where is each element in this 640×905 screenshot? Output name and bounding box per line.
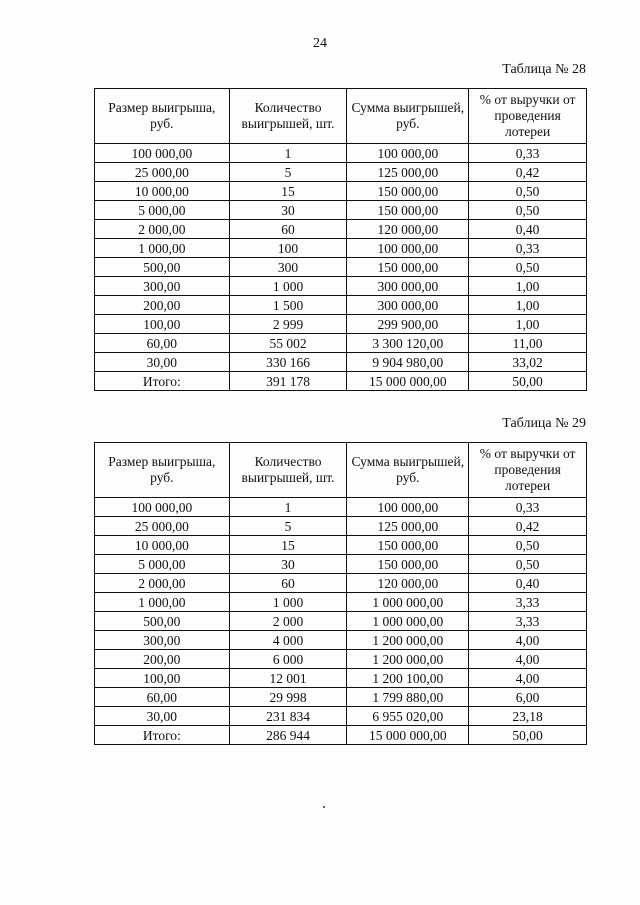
cell-prize-amount: 300,00 bbox=[95, 277, 230, 296]
cell-revenue-percent: 0,42 bbox=[469, 163, 587, 182]
cell-prize-count: 60 bbox=[229, 574, 347, 593]
header-prize-amount: Размер выигрыша, руб. bbox=[95, 89, 230, 144]
cell-prize-sum: 150 000,00 bbox=[347, 536, 469, 555]
header-prize-sum: Сумма выигрышей, руб. bbox=[347, 89, 469, 144]
cell-prize-sum: 150 000,00 bbox=[347, 182, 469, 201]
cell-revenue-percent: 0,50 bbox=[469, 258, 587, 277]
cell-prize-sum: 3 300 120,00 bbox=[347, 334, 469, 353]
cell-revenue-percent: 50,00 bbox=[469, 372, 587, 391]
cell-prize-count: 30 bbox=[229, 555, 347, 574]
cell-prize-sum: 1 799 880,00 bbox=[347, 688, 469, 707]
cell-revenue-percent: 4,00 bbox=[469, 631, 587, 650]
cell-prize-sum: 150 000,00 bbox=[347, 555, 469, 574]
table-total-row bbox=[95, 372, 587, 391]
cell-prize-sum: 15 000 000,00 bbox=[347, 372, 469, 391]
table-row bbox=[95, 163, 587, 182]
table-row bbox=[95, 353, 587, 372]
cell-prize-count: 330 166 bbox=[229, 353, 347, 372]
cell-revenue-percent: 0,33 bbox=[469, 239, 587, 258]
table-29 bbox=[94, 442, 587, 745]
table-total-row bbox=[95, 726, 587, 745]
table-row bbox=[95, 555, 587, 574]
table-row bbox=[95, 612, 587, 631]
cell-prize-count: 5 bbox=[229, 517, 347, 536]
cell-revenue-percent: 0,33 bbox=[469, 144, 587, 163]
table-row bbox=[95, 688, 587, 707]
header-revenue-percent: % от выручки от проведения лотереи bbox=[469, 443, 587, 498]
scan-speck bbox=[323, 806, 325, 808]
cell-prize-amount: 200,00 bbox=[95, 650, 230, 669]
table-28-caption: Таблица № 28 bbox=[502, 62, 586, 77]
cell-prize-sum: 6 955 020,00 bbox=[347, 707, 469, 726]
cell-prize-amount: 30,00 bbox=[95, 353, 230, 372]
cell-revenue-percent: 1,00 bbox=[469, 296, 587, 315]
table-row bbox=[95, 593, 587, 612]
cell-revenue-percent: 4,00 bbox=[469, 650, 587, 669]
cell-prize-count: 60 bbox=[229, 220, 347, 239]
page-number: 24 bbox=[313, 36, 327, 51]
table-row bbox=[95, 296, 587, 315]
cell-prize-count: 1 bbox=[229, 144, 347, 163]
cell-prize-amount: 1 000,00 bbox=[95, 239, 230, 258]
cell-revenue-percent: 3,33 bbox=[469, 612, 587, 631]
cell-prize-amount: 300,00 bbox=[95, 631, 230, 650]
table-28-body bbox=[95, 144, 587, 391]
cell-prize-count: 286 944 bbox=[229, 726, 347, 745]
cell-prize-count: 1 000 bbox=[229, 593, 347, 612]
cell-prize-sum: 100 000,00 bbox=[347, 239, 469, 258]
cell-revenue-percent: 1,00 bbox=[469, 315, 587, 334]
cell-prize-amount: 25 000,00 bbox=[95, 517, 230, 536]
cell-revenue-percent: 0,40 bbox=[469, 574, 587, 593]
cell-revenue-percent: 0,50 bbox=[469, 555, 587, 574]
cell-prize-sum: 300 000,00 bbox=[347, 277, 469, 296]
table-row bbox=[95, 239, 587, 258]
table-row bbox=[95, 315, 587, 334]
table-row bbox=[95, 707, 587, 726]
cell-prize-count: 15 bbox=[229, 536, 347, 555]
table-row bbox=[95, 334, 587, 353]
cell-revenue-percent: 6,00 bbox=[469, 688, 587, 707]
cell-prize-amount: 60,00 bbox=[95, 334, 230, 353]
cell-prize-count: 231 834 bbox=[229, 707, 347, 726]
cell-revenue-percent: 0,33 bbox=[469, 498, 587, 517]
cell-prize-count: 5 bbox=[229, 163, 347, 182]
cell-revenue-percent: 11,00 bbox=[469, 334, 587, 353]
cell-prize-sum: 9 904 980,00 bbox=[347, 353, 469, 372]
cell-prize-amount: Итого: bbox=[95, 726, 230, 745]
cell-prize-sum: 299 900,00 bbox=[347, 315, 469, 334]
cell-prize-count: 29 998 bbox=[229, 688, 347, 707]
cell-prize-sum: 1 200 100,00 bbox=[347, 669, 469, 688]
header-prize-sum: Сумма выигрышей, руб. bbox=[347, 443, 469, 498]
table-29-caption: Таблица № 29 bbox=[502, 416, 586, 431]
cell-prize-amount: 25 000,00 bbox=[95, 163, 230, 182]
cell-prize-amount: 5 000,00 bbox=[95, 555, 230, 574]
cell-prize-sum: 1 200 000,00 bbox=[347, 631, 469, 650]
cell-prize-amount: 10 000,00 bbox=[95, 536, 230, 555]
cell-prize-sum: 120 000,00 bbox=[347, 220, 469, 239]
cell-prize-count: 2 999 bbox=[229, 315, 347, 334]
cell-prize-sum: 150 000,00 bbox=[347, 258, 469, 277]
table-row bbox=[95, 498, 587, 517]
cell-prize-amount: 5 000,00 bbox=[95, 201, 230, 220]
table-row bbox=[95, 669, 587, 688]
cell-revenue-percent: 1,00 bbox=[469, 277, 587, 296]
cell-prize-sum: 120 000,00 bbox=[347, 574, 469, 593]
cell-prize-amount: 100 000,00 bbox=[95, 498, 230, 517]
cell-revenue-percent: 3,33 bbox=[469, 593, 587, 612]
cell-prize-amount: 10 000,00 bbox=[95, 182, 230, 201]
cell-prize-count: 391 178 bbox=[229, 372, 347, 391]
cell-prize-sum: 150 000,00 bbox=[347, 201, 469, 220]
cell-prize-count: 30 bbox=[229, 201, 347, 220]
cell-prize-count: 4 000 bbox=[229, 631, 347, 650]
table-29-body bbox=[95, 498, 587, 745]
cell-prize-amount: 2 000,00 bbox=[95, 574, 230, 593]
cell-revenue-percent: 0,42 bbox=[469, 517, 587, 536]
cell-revenue-percent: 0,50 bbox=[469, 201, 587, 220]
header-prize-count: Количество выигрышей, шт. bbox=[229, 89, 347, 144]
table-row bbox=[95, 182, 587, 201]
header-prize-amount: Размер выигрыша, руб. bbox=[95, 443, 230, 498]
table-row bbox=[95, 277, 587, 296]
cell-revenue-percent: 23,18 bbox=[469, 707, 587, 726]
header-prize-count: Количество выигрышей, шт. bbox=[229, 443, 347, 498]
cell-prize-count: 2 000 bbox=[229, 612, 347, 631]
cell-prize-amount: 60,00 bbox=[95, 688, 230, 707]
cell-prize-count: 300 bbox=[229, 258, 347, 277]
table-row bbox=[95, 631, 587, 650]
table-row bbox=[95, 144, 587, 163]
table-row bbox=[95, 201, 587, 220]
cell-prize-amount: 100 000,00 bbox=[95, 144, 230, 163]
cell-prize-sum: 125 000,00 bbox=[347, 517, 469, 536]
cell-prize-sum: 15 000 000,00 bbox=[347, 726, 469, 745]
table-row bbox=[95, 258, 587, 277]
cell-prize-count: 1 000 bbox=[229, 277, 347, 296]
cell-prize-sum: 125 000,00 bbox=[347, 163, 469, 182]
header-revenue-percent: % от выручки от проведения лотереи bbox=[469, 89, 587, 144]
cell-revenue-percent: 4,00 bbox=[469, 669, 587, 688]
cell-prize-sum: 100 000,00 bbox=[347, 498, 469, 517]
cell-prize-amount: 1 000,00 bbox=[95, 593, 230, 612]
cell-prize-sum: 1 000 000,00 bbox=[347, 612, 469, 631]
cell-prize-amount: Итого: bbox=[95, 372, 230, 391]
cell-revenue-percent: 0,50 bbox=[469, 536, 587, 555]
cell-prize-amount: 30,00 bbox=[95, 707, 230, 726]
cell-prize-amount: 200,00 bbox=[95, 296, 230, 315]
table-header-row bbox=[95, 89, 587, 144]
cell-prize-sum: 1 200 000,00 bbox=[347, 650, 469, 669]
table-28 bbox=[94, 88, 587, 391]
cell-revenue-percent: 0,40 bbox=[469, 220, 587, 239]
cell-prize-count: 1 500 bbox=[229, 296, 347, 315]
cell-prize-amount: 2 000,00 bbox=[95, 220, 230, 239]
cell-prize-count: 6 000 bbox=[229, 650, 347, 669]
table-row bbox=[95, 574, 587, 593]
cell-prize-count: 15 bbox=[229, 182, 347, 201]
cell-prize-count: 1 bbox=[229, 498, 347, 517]
table-header-row bbox=[95, 443, 587, 498]
cell-prize-amount: 500,00 bbox=[95, 258, 230, 277]
cell-revenue-percent: 50,00 bbox=[469, 726, 587, 745]
cell-prize-count: 55 002 bbox=[229, 334, 347, 353]
cell-prize-count: 100 bbox=[229, 239, 347, 258]
table-row bbox=[95, 220, 587, 239]
table-row bbox=[95, 517, 587, 536]
cell-revenue-percent: 0,50 bbox=[469, 182, 587, 201]
cell-prize-sum: 300 000,00 bbox=[347, 296, 469, 315]
cell-prize-amount: 100,00 bbox=[95, 669, 230, 688]
cell-prize-sum: 100 000,00 bbox=[347, 144, 469, 163]
table-row bbox=[95, 650, 587, 669]
cell-prize-amount: 500,00 bbox=[95, 612, 230, 631]
cell-revenue-percent: 33,02 bbox=[469, 353, 587, 372]
table-row bbox=[95, 536, 587, 555]
cell-prize-count: 12 001 bbox=[229, 669, 347, 688]
cell-prize-sum: 1 000 000,00 bbox=[347, 593, 469, 612]
cell-prize-amount: 100,00 bbox=[95, 315, 230, 334]
